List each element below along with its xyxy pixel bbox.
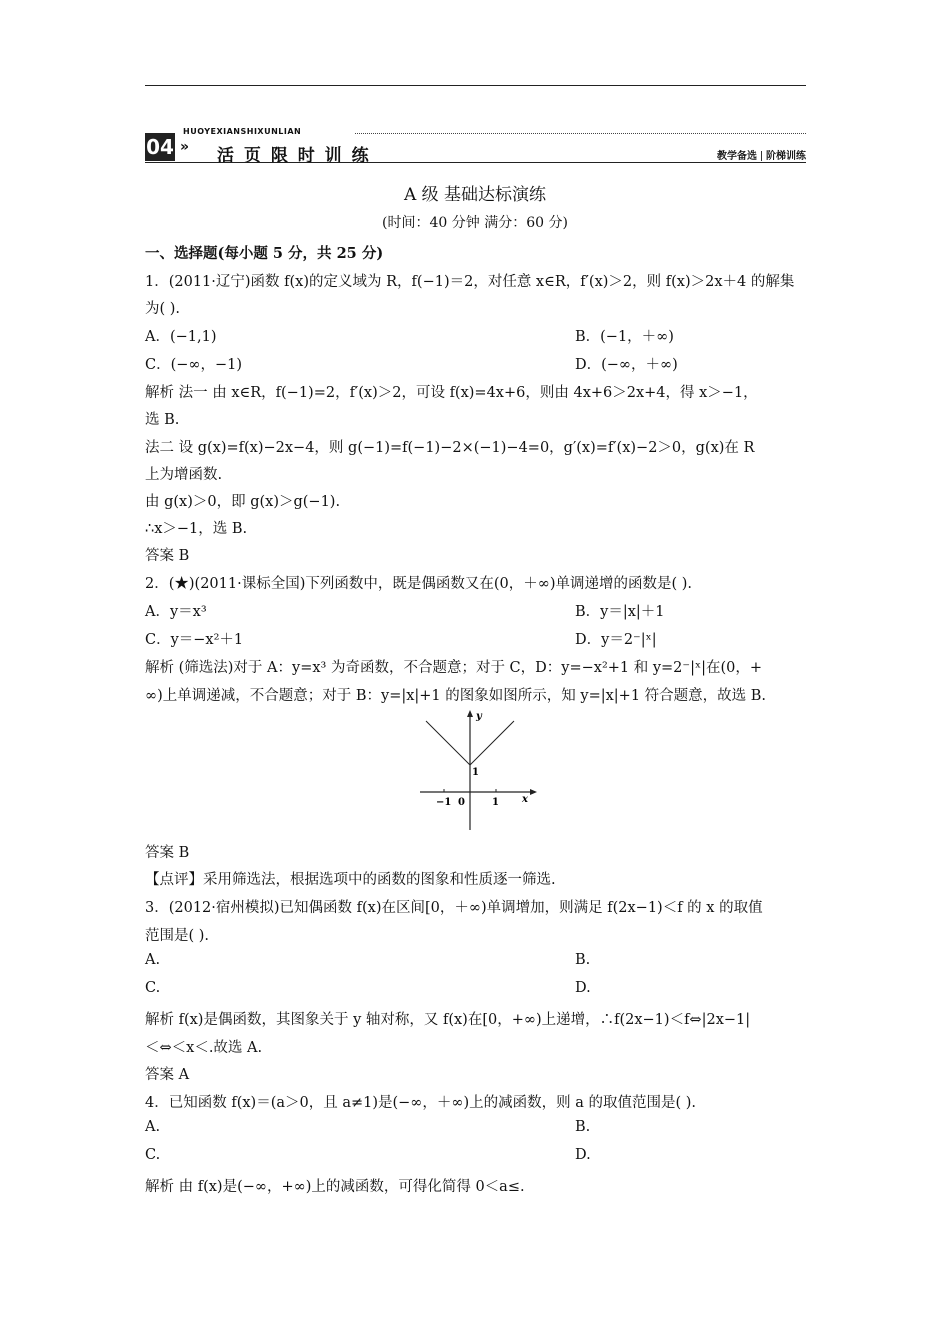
section-title: 一、选择题(每小题 5 分，共 25 分): [145, 245, 384, 262]
q3-option-b: B.: [575, 952, 591, 968]
q1-solution-1: 解析 法一 由 x∈R，f(−1)=2，f′(x)＞2，可设 f(x)=4x+6，则由 4x+6＞2x+4，得 x＞−1，: [145, 385, 758, 401]
x-axis-arrow-icon: [530, 789, 537, 795]
q2-solution-1: 解析 (筛选法)对于 A：y=x³ 为奇函数，不合题意；对于 C，D：y=−x²+1 和 y=2⁻|ˣ|在(0，+: [145, 660, 763, 676]
q3-option-a: A.: [145, 952, 161, 968]
q3-answer: 答案 A: [145, 1067, 190, 1083]
q1-option-c: C．(−∞，−1): [145, 357, 243, 373]
q2-comment: 【点评】采用筛选法，根据选项中的函数的图象和性质逐一筛选.: [145, 872, 556, 888]
q4-option-b: B.: [575, 1119, 591, 1135]
level-heading: A 级 基础达标演练: [403, 185, 547, 205]
section-banner: [145, 127, 806, 166]
q2-option-b: B．y＝|x|＋1: [575, 604, 665, 620]
banner-pinyin: HUOYEXIANSHIXUNLIAN: [183, 127, 302, 136]
q3-stem-2: 范围是( ).: [145, 928, 210, 944]
q4-option-d: D.: [575, 1147, 591, 1163]
x-axis-label: x: [522, 794, 528, 805]
time-note: (时间：40 分钟 满分：60 分): [382, 215, 568, 231]
tick-label-1: 1: [492, 797, 499, 808]
q4-option-a: A.: [145, 1119, 161, 1135]
y-intercept-label: 1: [472, 767, 479, 778]
y-axis-label: y: [476, 711, 482, 722]
chevron-icon: »: [180, 139, 190, 155]
tick-label-neg1: −1: [436, 797, 452, 808]
banner-tag-2: 阶梯训练: [766, 151, 806, 162]
q2-option-d: D．y＝2⁻|ˣ|: [575, 632, 657, 648]
q1-solution-3: 法二 设 g(x)=f(x)−2x−4，则 g(−1)=f(−1)−2×(−1)−4=0，g′(x)=f′(x)−2＞0，g(x)在 R: [145, 440, 755, 456]
banner-tags: [717, 147, 806, 162]
q3-solution-2: ＜⇔＜x＜.故选 A.: [145, 1040, 263, 1056]
q4-option-c: C.: [145, 1147, 161, 1163]
banner-baseline: [145, 162, 806, 163]
q4-solution-1: 解析 由 f(x)是(−∞，+∞)上的减函数，可得化简得 0＜a≤.: [145, 1179, 525, 1195]
q2-stem: 2．(★)(2011·课标全国)下列函数中，既是偶函数又在(0，＋∞)单调递增的函数是( ).: [145, 576, 693, 592]
q1-option-d: D．(−∞，＋∞): [575, 357, 678, 373]
q3-solution-1: 解析 f(x)是偶函数，其图象关于 y 轴对称，又 f(x)在[0，+∞)上递增，∴f(2x−1)＜f⇔|2x−1|: [145, 1012, 751, 1028]
q1-solution-5: 由 g(x)＞0，即 g(x)＞g(−1).: [145, 494, 341, 510]
q1-stem-1: 1．(2011·辽宁)函数 f(x)的定义域为 R，f(−1)＝2，对任意 x∈R，f′(x)＞2，则 f(x)＞2x＋4 的解集: [145, 274, 795, 290]
q3-option-d: D.: [575, 980, 591, 996]
q3-option-c: C.: [145, 980, 161, 996]
q1-option-b: B．(−1，＋∞): [575, 329, 674, 345]
q1-solution-6: ∴x＞−1，选 B.: [145, 521, 248, 537]
q1-option-a: A．(−1,1): [145, 329, 217, 345]
q1-solution-4: 上为增函数.: [145, 467, 223, 483]
banner-dotted-rule: [355, 133, 806, 134]
banner-number: 04: [146, 135, 174, 159]
abs-value-graph: [410, 705, 540, 835]
q4-stem: 4．已知函数 f(x)＝(a＞0，且 a≠1)是(−∞，＋∞)上的减函数，则 a 的取值范围是( ).: [145, 1095, 697, 1111]
q2-option-c: C．y＝−x²＋1: [145, 632, 244, 648]
q1-stem-2: 为( ).: [145, 301, 181, 317]
top-rule: [145, 85, 806, 86]
banner-tag-1: 教学备选: [717, 151, 757, 162]
q2-solution-2: ∞)上单调递减，不合题意；对于 B：y=|x|+1 的图象如图所示，知 y=|x|+1 符合题意，故选 B.: [145, 688, 767, 704]
q3-stem-1: 3．(2012·宿州模拟)已知偶函数 f(x)在区间[0，＋∞)单调增加，则满足 f(2x−1)＜f 的 x 的取值: [145, 900, 763, 916]
tag-separator: [761, 151, 762, 161]
q2-answer: 答案 B: [145, 845, 190, 861]
origin-label: 0: [458, 797, 465, 808]
y-axis-arrow-icon: [467, 710, 473, 717]
banner-title: 活 页 限 时 训 练: [217, 146, 371, 166]
q1-answer: 答案 B: [145, 548, 190, 564]
q2-option-a: A．y＝x³: [145, 604, 207, 620]
q1-solution-2: 选 B.: [145, 412, 180, 428]
